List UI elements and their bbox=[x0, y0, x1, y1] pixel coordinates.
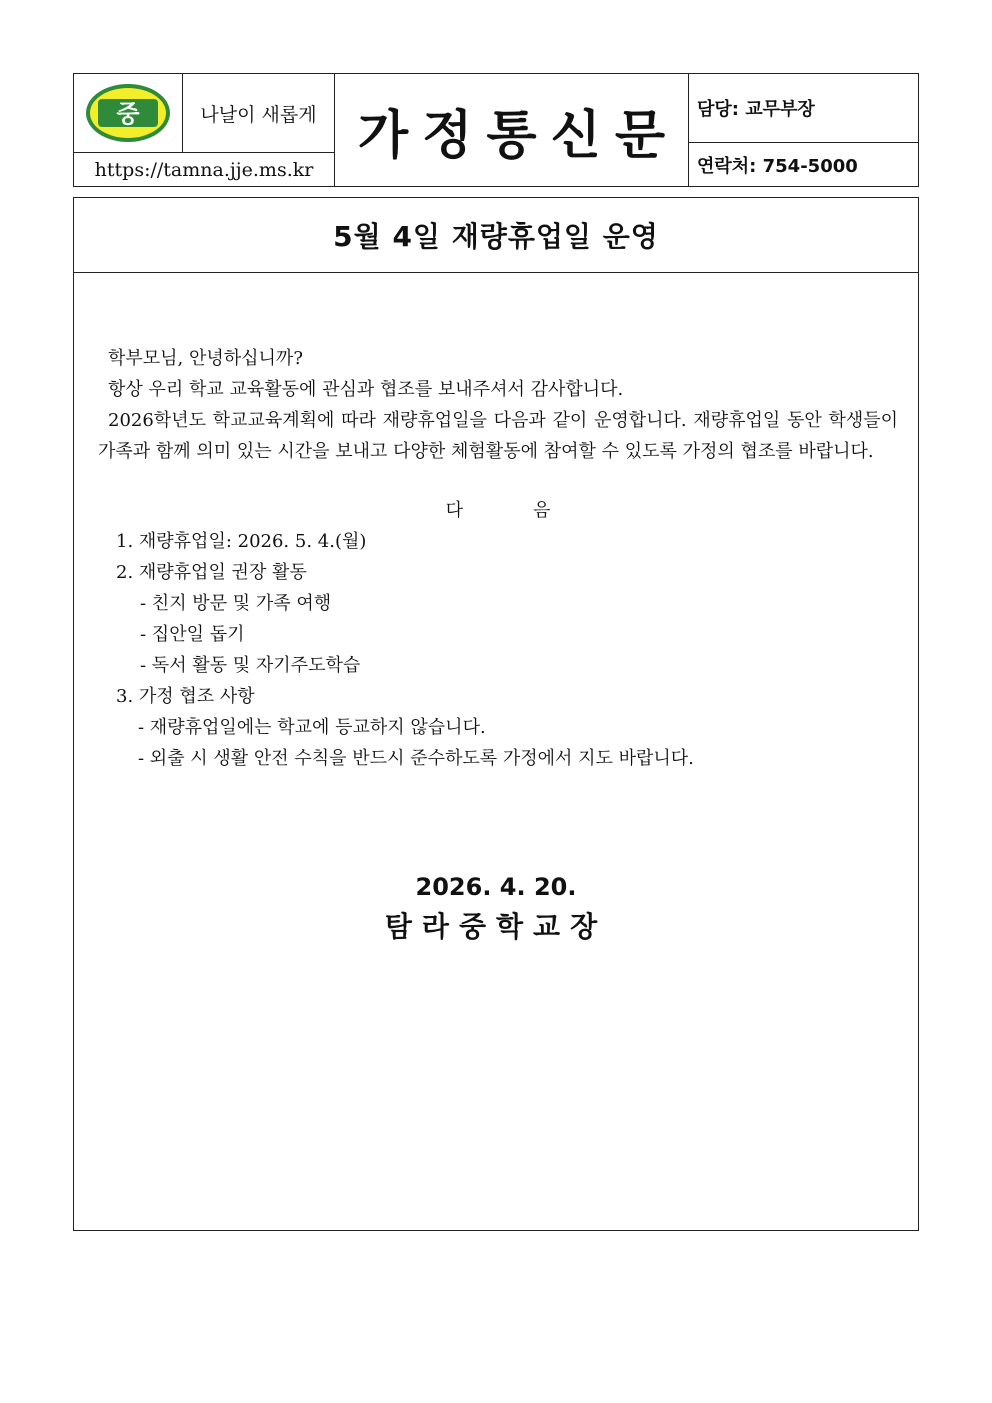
list-item: - 외출 시 생활 안전 수칙을 반드시 준수하도록 가정에서 지도 바랍니다. bbox=[138, 748, 694, 769]
logo-text: 중 bbox=[116, 100, 140, 128]
manager-label: 담당: 교무부장 bbox=[689, 74, 918, 143]
school-url: https://tamna.jje.ms.kr bbox=[74, 153, 335, 187]
notice-heading bbox=[98, 495, 898, 526]
notice-heading-part-1: 다 bbox=[445, 500, 463, 521]
notice-heading-part-2: 음 bbox=[533, 500, 551, 521]
list-item: - 집안일 돕기 bbox=[140, 624, 245, 645]
letter-body bbox=[73, 273, 919, 1231]
principal-signature: 탐라중학교장 bbox=[384, 910, 608, 943]
newsletter-sheet bbox=[73, 73, 919, 1231]
thanks-line: 항상 우리 학교 교육활동에 관심과 협조를 보내주셔서 감사합니다. bbox=[108, 379, 624, 400]
list-item-recommended-activities: 2. 재량휴업일 권장 활동 bbox=[116, 562, 307, 583]
newsletter-header bbox=[73, 73, 919, 187]
list-item: - 재량휴업일에는 학교에 등교하지 않습니다. bbox=[138, 717, 486, 738]
notice-subject: 5월 4일 재량휴업일 운영 bbox=[73, 197, 919, 273]
school-logo-cell bbox=[74, 74, 183, 153]
issue-date: 2026. 4. 20. bbox=[415, 873, 577, 901]
letter-content bbox=[98, 343, 898, 774]
newsletter-title: 가정통신문 bbox=[335, 74, 689, 187]
header-gap bbox=[73, 187, 919, 197]
list-item-home-cooperation: 3. 가정 협조 사항 bbox=[116, 686, 255, 707]
greeting-line: 학부모님, 안녕하십니까? bbox=[108, 348, 303, 369]
contact-label: 연락처: 754-5000 bbox=[697, 156, 858, 177]
list-item-holiday-date: 1. 재량휴업일: 2026. 5. 4.(월) bbox=[116, 531, 367, 552]
intro-paragraph: 2026학년도 학교교육계획에 따라 재량휴업일을 다음과 같이 운영합니다. 재량휴업일 동안 학생들이 가족과 함께 의미 있는 시간을 보내고 다양한 체험활동에 참여할 수 있도록 가정의 협조를 바랍니다. bbox=[98, 410, 898, 462]
school-slogan: 나날이 새롭게 bbox=[183, 74, 335, 153]
list-item: - 독서 활동 및 자기주도학습 bbox=[140, 655, 361, 676]
school-logo-icon bbox=[84, 82, 172, 144]
list-item: - 친지 방문 및 가족 여행 bbox=[140, 593, 332, 614]
